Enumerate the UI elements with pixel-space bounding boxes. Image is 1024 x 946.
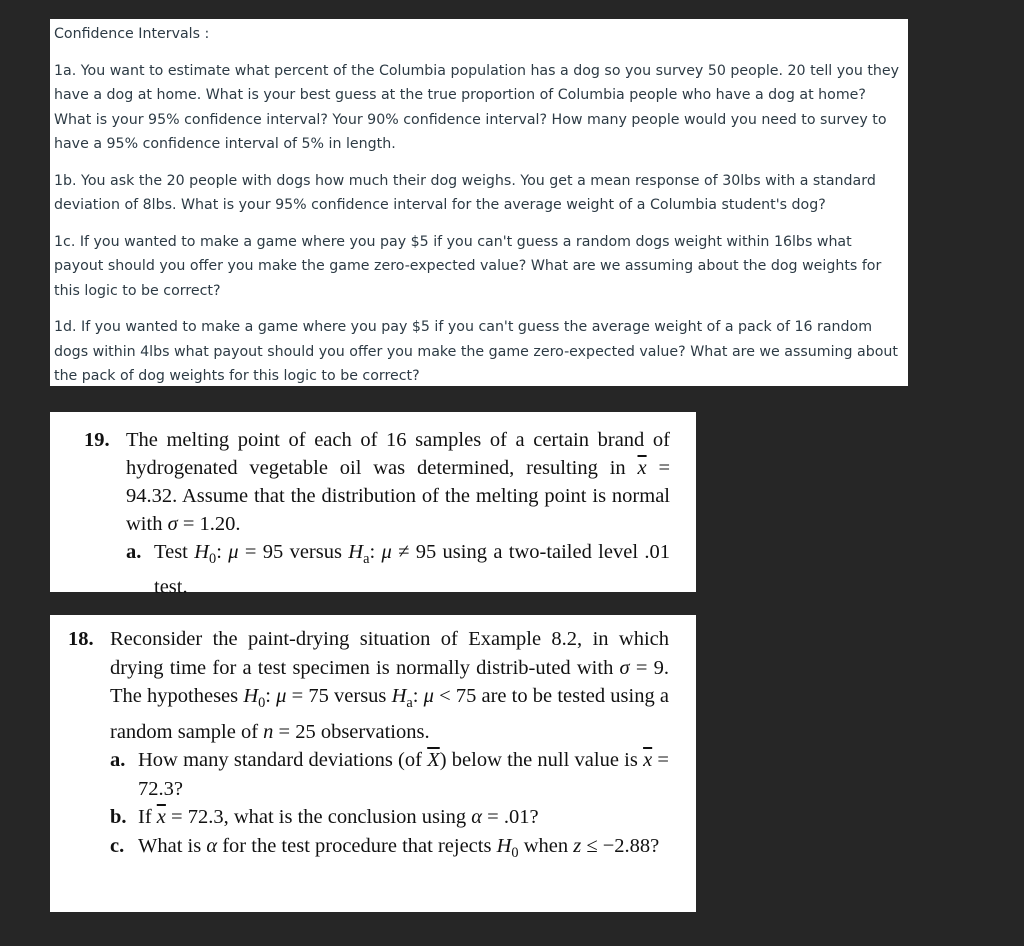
subquestion-label: a. <box>110 749 126 772</box>
problem-19-card <box>50 412 696 599</box>
problem-number: 18. <box>68 628 94 650</box>
problem-19 <box>84 426 670 601</box>
subquestion-a <box>126 538 670 601</box>
question-1c: 1c. If you wanted to make a game where you pay $5 if you can't guess a random dogs weight within 16lbs what payout should you offer you make the game zero-expected value? What are we assuming about the dog weights for this logic to be correct? <box>54 233 882 299</box>
subquestion-label: c. <box>110 834 125 857</box>
subquestion-text: Test $H_0$: μ = 95 versus $H_a$: μ ≠ 95 using a two-tailed level .01 test. <box>154 541 670 599</box>
confidence-intervals-card <box>50 19 908 386</box>
subquestion-label: a. <box>126 541 142 563</box>
subquestion-a <box>110 746 669 803</box>
subquestion-text: What is α for the test procedure that rejects $H_0$ when z ≤ −2.88? <box>138 834 660 861</box>
question-1b: 1b. You ask the 20 people with dogs how much their dog weighs. You get a mean response of 30lbs with a standard deviation of 8lbs. What is your 95% confidence interval for the average weight of a Columbia student's dog? <box>54 172 876 213</box>
problem-body: The melting point of each of 16 samples of a certain brand of hydrogenated vegetable oil was determined, resulting in $\overline{x} = 94.32$. Assume that the distribution of the melting point is normal with σ = 1.20. <box>126 429 671 535</box>
problem-18-card <box>50 615 696 912</box>
cropped-text-strip <box>50 388 695 412</box>
card-title: Confidence Intervals : <box>54 26 210 42</box>
subquestion-label: b. <box>110 806 127 829</box>
subquestion-text: How many standard deviations (of $\overline{X}$) below the null value is $\overline{x} = 72.3$? <box>138 749 669 800</box>
subquestion-b <box>110 803 669 832</box>
subquestion-c <box>110 832 669 868</box>
subquestion-text: If $\overline{x} = 72.3$, what is the conclusion using α = .01? <box>138 806 539 829</box>
problem-18 <box>68 625 669 867</box>
question-1a: 1a. You want to estimate what percent of the Columbia population has a dog so you survey 50 people. 20 tell you they have a dog at home. What is your best guess at the true proportion of Columbia people who have a dog at home? What is your 95% confidence interval? Your 90% confidence interval? How many people would you need to survey to have a 95% confidence interval of 5% in length. <box>54 62 900 152</box>
problem-body: Reconsider the paint-drying situation of Example 8.2, in which drying time for a test specimen is normally distrib-uted with σ = 9. The hypotheses $H_0$: μ = 75 versus $H_a$: μ < 75 are to be tested using a random sample of n = 25 observations. <box>110 628 669 743</box>
problem-number: 19. <box>84 429 110 451</box>
question-1d: 1d. If you wanted to make a game where you pay $5 if you can't guess the average weight of a pack of 16 random dogs within 4lbs what payout should you offer you make the game zero-expected value? What are we assuming about the pack of dog weights for this logic to be correct? <box>54 319 898 384</box>
